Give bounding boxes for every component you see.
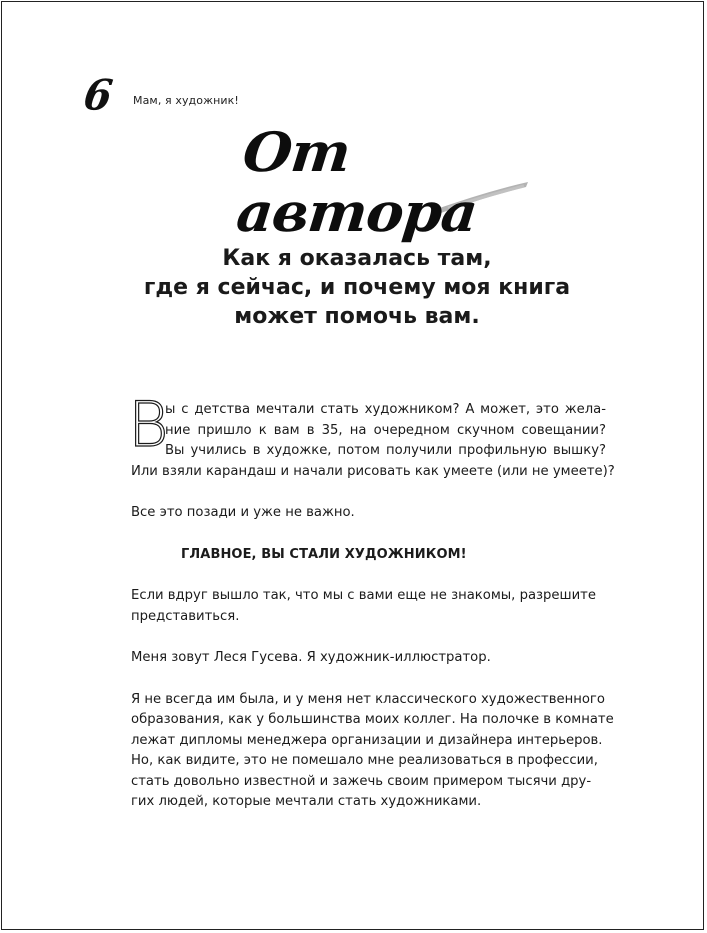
headline-line: где я сейчас, и почему моя книга xyxy=(143,275,571,300)
paragraph: Меня зовут Леся Гусева. Я художник-иллюстратор. xyxy=(131,650,491,665)
text-line: представиться. xyxy=(131,608,240,624)
text-line: ы с детства мечтали стать художником? А может, это жела- xyxy=(165,402,606,417)
text-line: Или взяли карандаш и начали рисовать как умеете (или не умеете)? xyxy=(131,463,615,479)
running-head: Мам, я художник! xyxy=(133,94,239,107)
page-number: 6 xyxy=(80,70,116,121)
text-line: Я не всегда им была, и у меня нет классического художественного xyxy=(131,691,605,707)
body-text xyxy=(128,388,615,813)
chapter-headline xyxy=(122,244,592,331)
text-line: Если вдруг вышло так, что мы с вами еще не знакомы, разрешите xyxy=(131,588,596,603)
text-line: образования, как у большинства моих коллег. На полочке в комнате xyxy=(131,712,614,727)
paragraph xyxy=(131,690,614,813)
section-title-block xyxy=(233,114,538,244)
text-line: Но, как видите, это не помешало мне реализоваться в профессии, xyxy=(131,753,598,768)
text-line: стать довольно известной и зажечь своим примером тысячи дру- xyxy=(131,773,592,789)
text-line: лежат дипломы менеджера организации и дизайнера интерьеров. xyxy=(131,732,603,748)
text-line: гих людей, которые мечтали стать художниками. xyxy=(131,794,482,809)
book-page xyxy=(1,1,704,930)
headline-line: может помочь вам. xyxy=(234,304,480,329)
emphasis-line: ГЛАВНОЕ, ВЫ СТАЛИ ХУДОЖНИКОМ! xyxy=(181,546,467,562)
text-line: ние пришло к вам в 35, на очередном скучном совещании? xyxy=(165,422,606,438)
section-title: От автора xyxy=(233,120,480,244)
drop-cap: В xyxy=(128,388,169,461)
intro-paragraph xyxy=(128,388,615,482)
paragraph: Все это позади и уже не важно. xyxy=(131,505,355,520)
text-line: Вы учились в художке, потом получили профильную вышку? xyxy=(165,443,606,458)
headline-line: Как я оказалась там, xyxy=(222,246,492,271)
paragraph xyxy=(131,586,606,627)
